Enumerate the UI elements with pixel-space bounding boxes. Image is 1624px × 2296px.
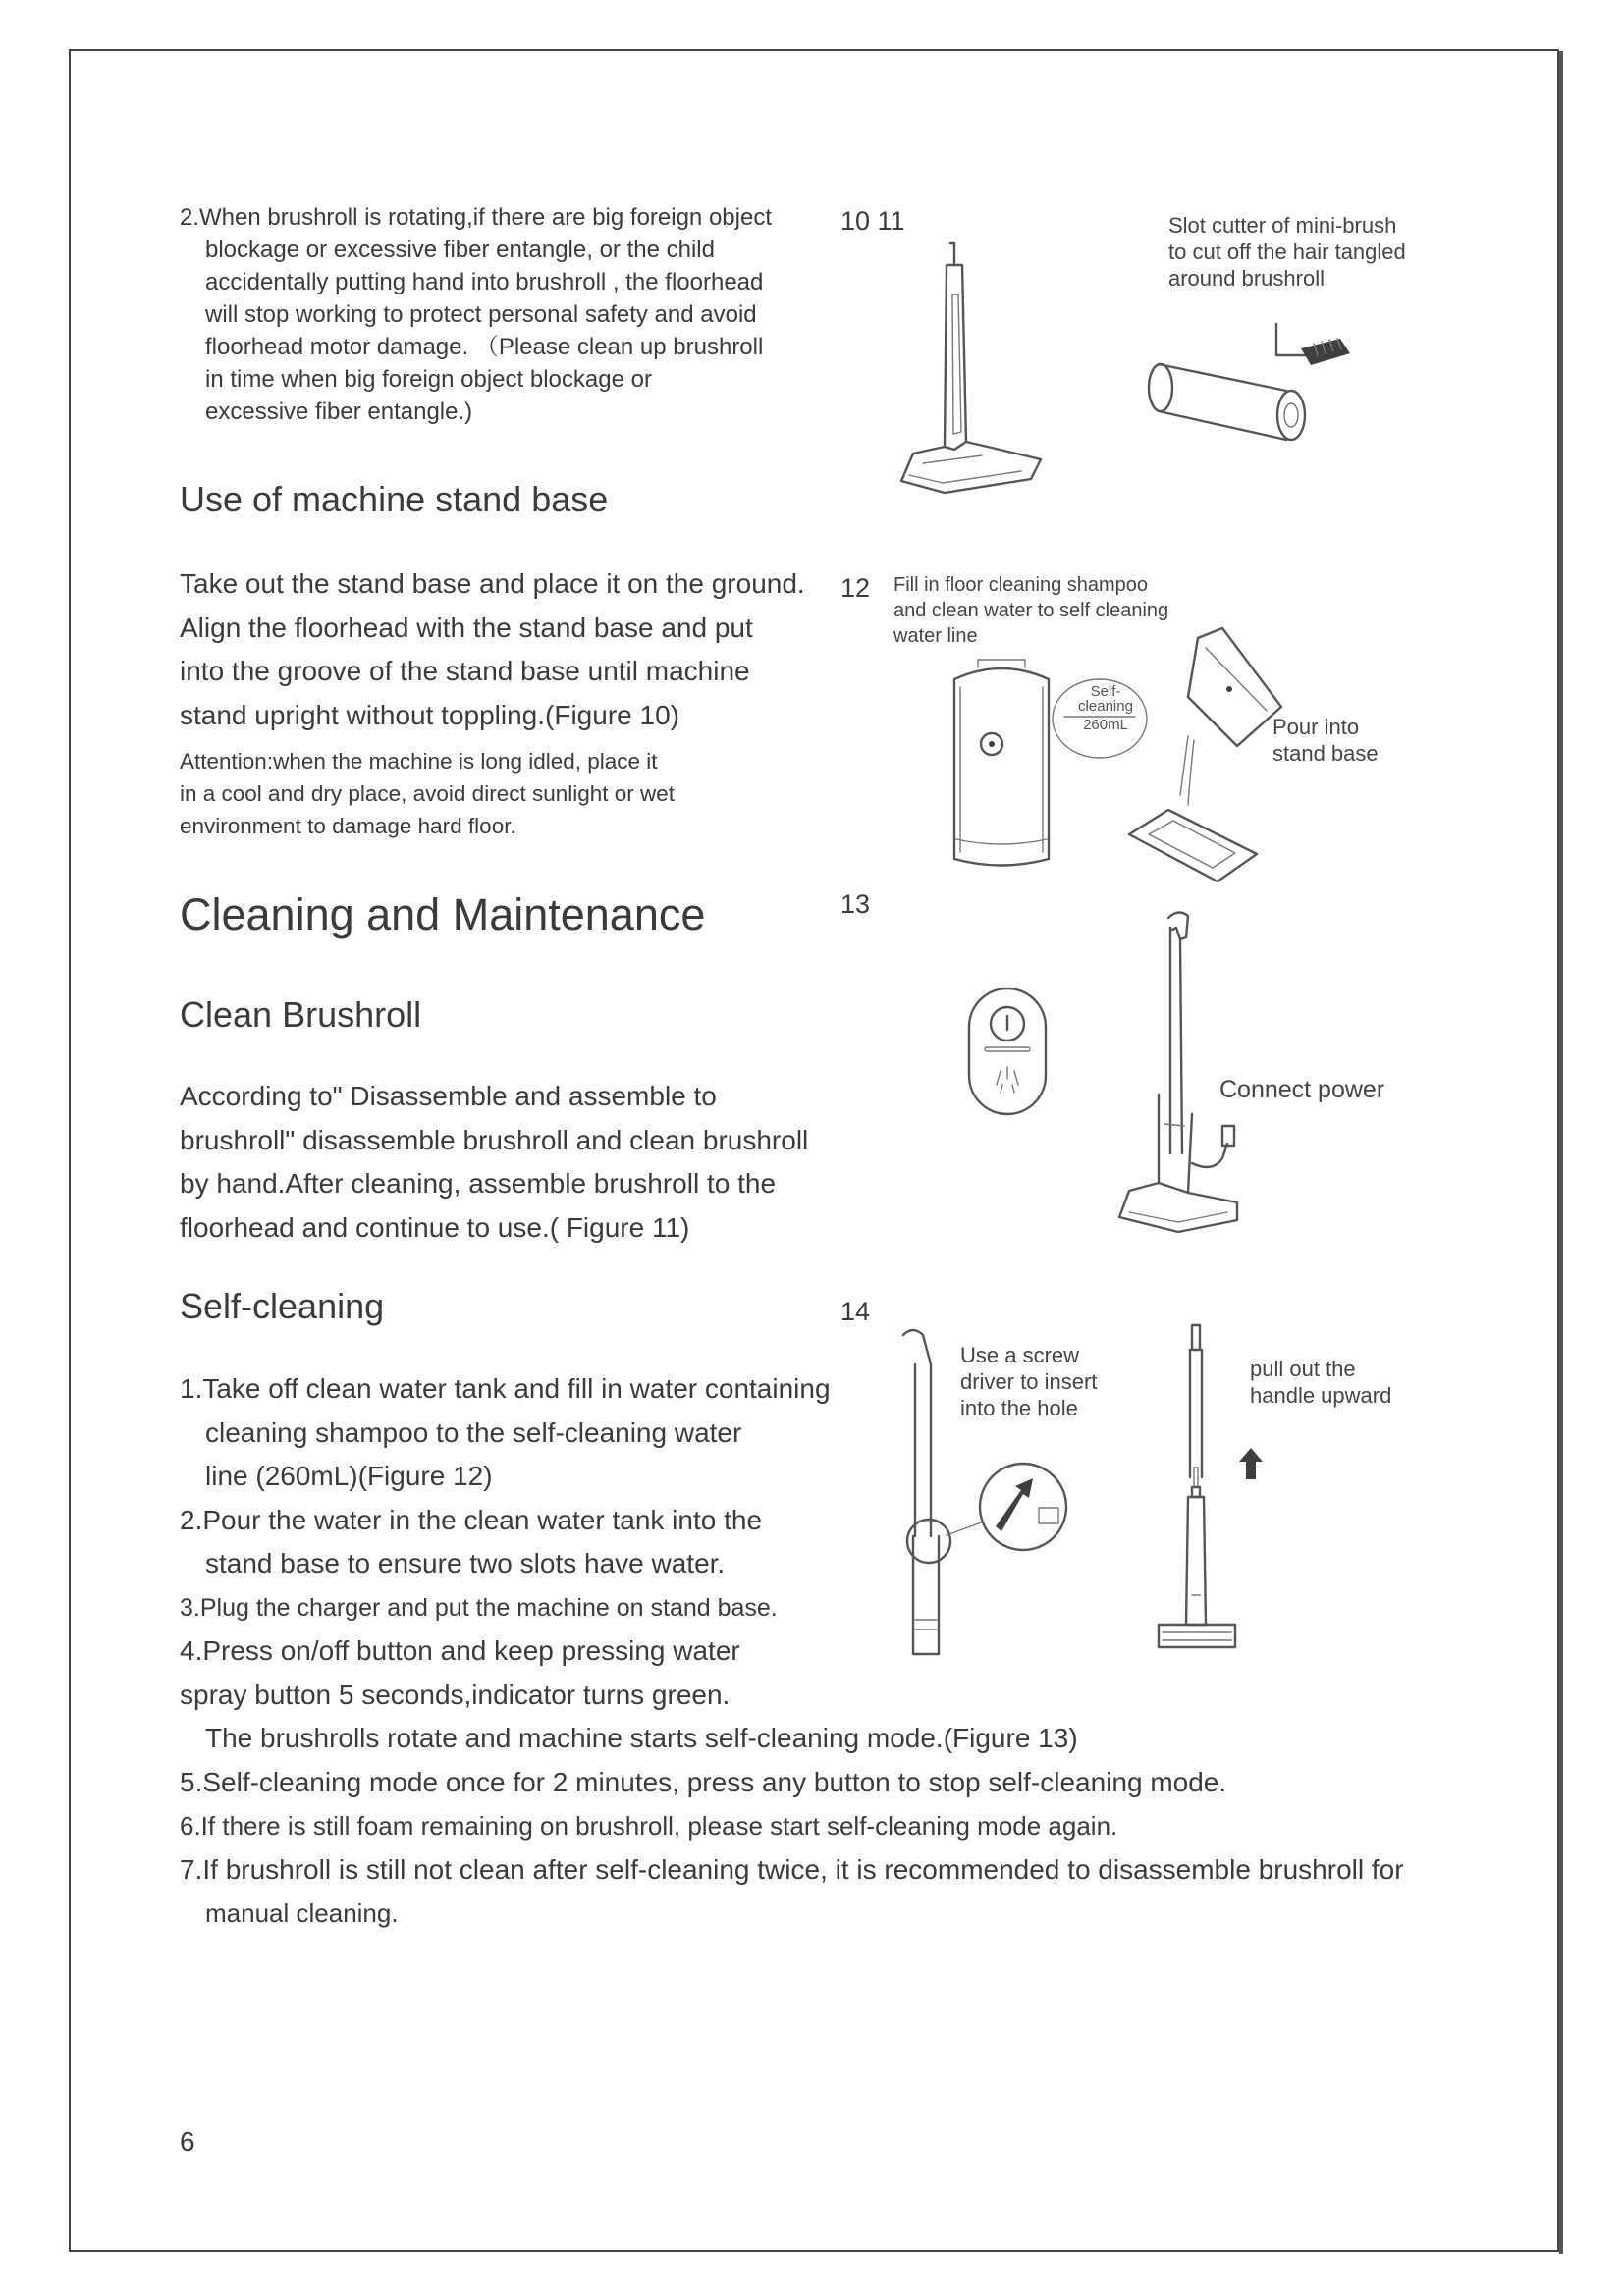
figure-14-handle-caption xyxy=(1250,1356,1391,1409)
step-line: manual cleaning. xyxy=(205,1898,399,1928)
attention-line: in a cool and dry place, avoid direct sunlight or wet xyxy=(180,781,676,806)
caption-line: and clean water to self cleaning xyxy=(893,600,1169,621)
label-volume: 260mL xyxy=(1083,717,1128,733)
step-line: 5.Self-cleaning mode once for 2 minutes, press any button to stop self-cleaning mode. xyxy=(180,1766,1227,1797)
figure-10-vacuum-illustration xyxy=(884,236,1060,510)
body-line: floorhead and continue to use.( Figure 11) xyxy=(180,1211,690,1243)
attention-note xyxy=(180,745,675,842)
intro-line: excessive fiber entangle.) xyxy=(205,399,473,425)
intro-line: blockage or excessive fiber entangle, or the child xyxy=(205,237,715,263)
intro-line: accidentally putting hand into brushroll , the floorhead xyxy=(205,269,764,295)
caption-line: Fill in floor cleaning shampoo xyxy=(893,574,1149,596)
caption-line: stand base xyxy=(1272,741,1379,766)
attention-line: environment to damage hard floor. xyxy=(180,814,516,838)
stand-base-heading: Use of machine stand base xyxy=(180,479,609,519)
figure-14-number: 14 xyxy=(840,1297,871,1326)
step-line: The brushrolls rotate and machine starts self-cleaning mode.(Figure 13) xyxy=(205,1723,1078,1753)
figure-14-screw-caption xyxy=(960,1342,1097,1421)
intro-line: in time when big foreign object blockage or xyxy=(205,366,652,393)
caption-line: Pour into xyxy=(1272,715,1360,739)
figure-11-brushroll-illustration xyxy=(1139,294,1394,452)
figure-12-water-tank-illustration xyxy=(943,658,1060,883)
figure-14-handle-illustration xyxy=(1149,1320,1267,1664)
figure-12-pour-caption xyxy=(1272,714,1379,767)
body-line: Take out the stand base and place it on the ground. xyxy=(180,568,805,599)
intro-line: will stop working to protect personal safety and avoid xyxy=(205,301,757,328)
figure-13-control-panel-illustration xyxy=(967,987,1075,1124)
caption-line: into the hole xyxy=(960,1396,1078,1420)
page-number: 6 xyxy=(180,2126,195,2157)
step-line: line (260mL)(Figure 12) xyxy=(205,1461,493,1491)
figure-10-11-number: 10 11 xyxy=(840,206,905,236)
caption-line: pull out the xyxy=(1250,1357,1356,1381)
caption-line: handle upward xyxy=(1250,1383,1392,1408)
figure-12-pouring-illustration xyxy=(1119,628,1296,893)
body-line: Align the floorhead with the stand base and put xyxy=(180,612,753,643)
body-line: stand upright without toppling.(Figure 10) xyxy=(180,699,679,730)
intro-paragraph xyxy=(180,201,772,428)
figure-13-caption: Connect power xyxy=(1219,1076,1385,1103)
caption-line: Use a screw xyxy=(960,1343,1080,1367)
clean-brushroll-heading: Clean Brushroll xyxy=(180,994,422,1035)
step-line: 3.Plug the charger and put the machine on stand base. xyxy=(180,1593,778,1622)
clean-brushroll-body xyxy=(180,1075,808,1250)
figure-13-number: 13 xyxy=(840,889,871,919)
stand-base-body xyxy=(180,562,805,737)
step-line: 7.If brushroll is still not clean after self-cleaning twice, it is recommended to disassemble brushroll for xyxy=(180,1853,1404,1885)
step-line: stand base to ensure two slots have water. xyxy=(205,1548,726,1578)
body-line: into the groove of the stand base until machine xyxy=(180,656,750,686)
step-line: 1.Take off clean water tank and fill in water containing xyxy=(180,1373,831,1404)
caption-line: Slot cutter of mini-brush xyxy=(1168,213,1397,238)
intro-line: 2.When brushroll is rotating,if there are big foreign object xyxy=(180,204,772,231)
caption-line: around brushroll xyxy=(1168,266,1325,291)
step-line: 2.Pour the water in the clean water tank into the xyxy=(180,1504,763,1535)
attention-line: Attention:when the machine is long idled, place it xyxy=(180,749,658,774)
caption-line: driver to insert xyxy=(960,1369,1098,1394)
body-line: by hand.After cleaning, assemble brushroll to the xyxy=(180,1168,777,1199)
step-line: 4.Press on/off button and keep pressing water xyxy=(180,1635,740,1666)
label-line: Self- xyxy=(1090,683,1121,700)
body-line: brushroll" disassemble brushroll and clean brushroll xyxy=(180,1124,809,1155)
figure-12-number: 12 xyxy=(840,573,871,603)
figure-10-11-caption xyxy=(1168,212,1406,292)
caption-line: water line xyxy=(893,625,978,647)
step-line: spray button 5 seconds,indicator turns green. xyxy=(180,1679,731,1710)
body-line: According to" Disassemble and assemble to xyxy=(180,1081,717,1111)
intro-line: floorhead motor damage. （Please clean up brushroll xyxy=(205,334,764,360)
self-cleaning-heading: Self-cleaning xyxy=(180,1286,385,1326)
page-border-shadow xyxy=(1559,51,1563,2254)
label-line: cleaning xyxy=(1078,698,1133,715)
maintenance-heading: Cleaning and Maintenance xyxy=(180,889,706,939)
step-line: 6.If there is still foam remaining on brushroll, please start self-cleaning mode again. xyxy=(180,1811,1118,1841)
caption-line: to cut off the hair tangled xyxy=(1168,240,1406,264)
step-line: cleaning shampoo to the self-cleaning water xyxy=(205,1416,742,1448)
